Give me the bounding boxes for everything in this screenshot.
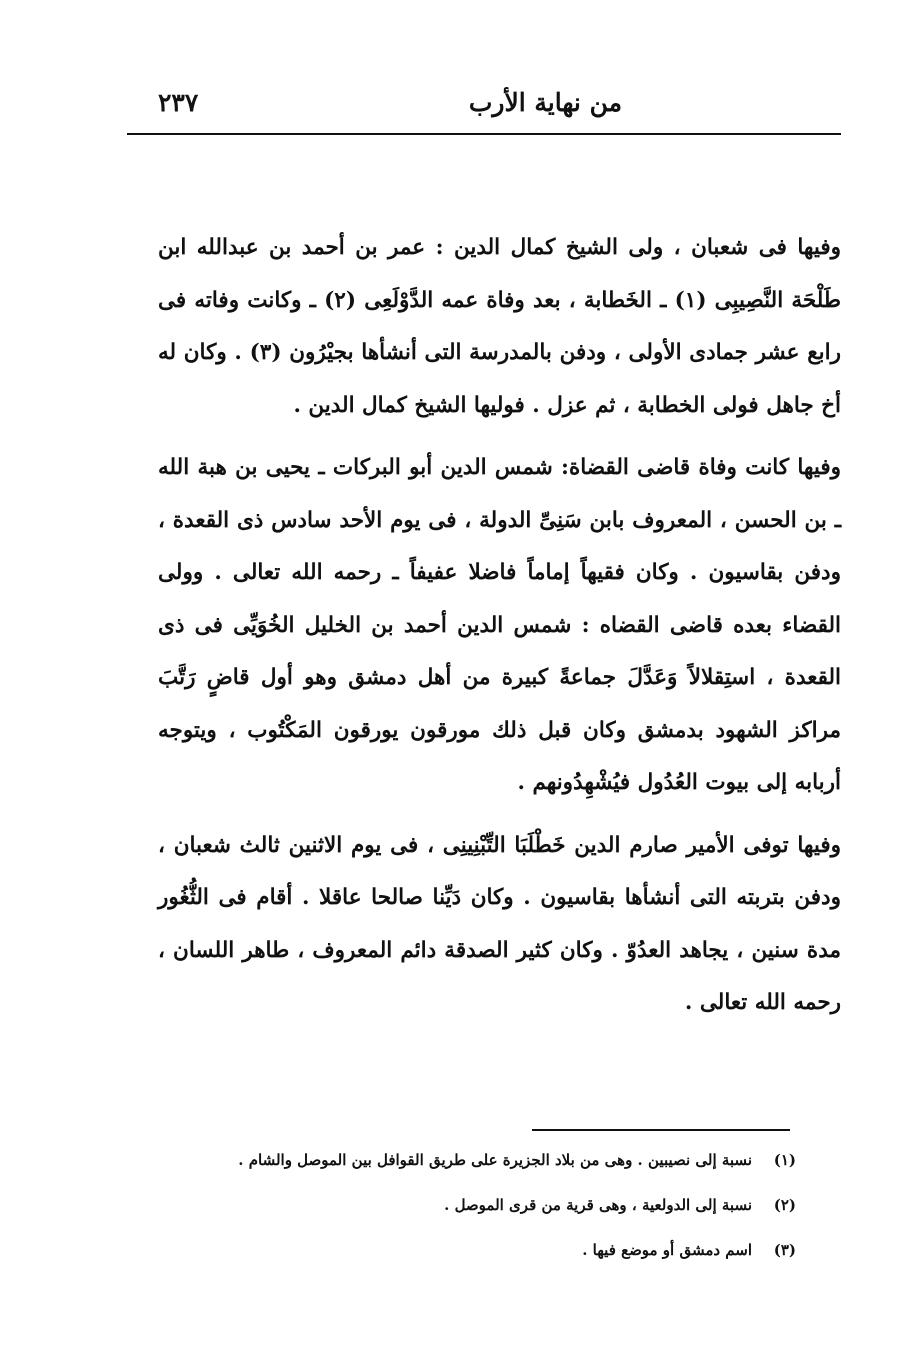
footnote-1 xyxy=(238,1142,796,1187)
footnote-marker: (٢) xyxy=(773,1196,796,1214)
footnote-text: نسبة إلى نصيبين . وهى من بلاد الجزيرة على طريق القوافل بين الموصل والشام . xyxy=(238,1151,752,1169)
main-text xyxy=(158,222,841,1030)
footnote-3 xyxy=(262,1232,796,1277)
footnote-text: نسبة إلى الدولعية ، وهى قرية من قرى الموصل . xyxy=(444,1196,752,1214)
footnote-marker: (٣) xyxy=(773,1241,796,1259)
paragraph-3: وفيها توفى الأمير صارم الدين خَطْلَبَا التِّبْنِينِى ، فى يوم الاثنين ثالث شعبان ، ودفن بتربته التى أنشأها بقاسيون . وكان دَيِّنا صالحا عاقلا . أقام فى الثُّغُور مدة سنين ، يجاهد العدُوّ . وكان كثير الصدقة دائم المعروف ، طاهر اللسان ، رحمه الله تعالى . xyxy=(158,832,841,1015)
paragraph-2: وفيها كانت وفاة قاضى القضاة: شمس الدين أبو البركات ـ يحيى بن هبة الله ـ بن الحسن ، المعروف بابن سَنِىِّ الدولة ، فى يوم الأحد سادس ذى القعدة ، ودفن بقاسيون . وكان فقيهاً إماماً فاضلا عفيفاً ـ رحمه الله تعالى . وولى القضاء بعده قاضى القضاه : شمس الدين أحمد بن الخليل الخُوَيِّى فى ذى القعدة ، استِقلالاً وَعَدَّلَ جماعةً كبيرة من أهل دمشق وهو أول قاضٍ رَتَّبَ مراكز الشهود بدمشق وكان قبل ذلك مورقون يورقون المَكْتُوب ، ويتوجه أربابه إلى بيوت العُدُول فيُشْهِدُونهم . xyxy=(158,455,841,795)
running-title: من نهاية الأرب xyxy=(468,88,622,117)
footnotes xyxy=(238,1142,796,1277)
footnote-2 xyxy=(262,1187,796,1232)
paragraph-1: وفيها فى شعبان ، ولى الشيخ كمال الدين : عمر بن أحمد بن عبدالله ابن طَلْحَة النَّصِيبِى (١) ـ الخَطابة ، بعد وفاة عمه الدَّوْلَعِى (٢) ـ وكانت وفاته فى رابع عشر جمادى الأولى ، ودفن بالمدرسة التى أنشأها بجيْرُون (٣) . وكان له أخ جاهل فولى الخطابة ، ثم عزل . فوليها الشيخ كمال الدين . xyxy=(158,235,841,418)
footnote-marker: (١) xyxy=(773,1151,796,1169)
footnote-text: اسم دمشق أو موضع فيها . xyxy=(582,1241,752,1259)
page-header xyxy=(128,84,840,124)
header-rule xyxy=(127,133,841,135)
page-number: ٢٣٧ xyxy=(158,88,199,117)
footnote-rule xyxy=(532,1129,790,1131)
